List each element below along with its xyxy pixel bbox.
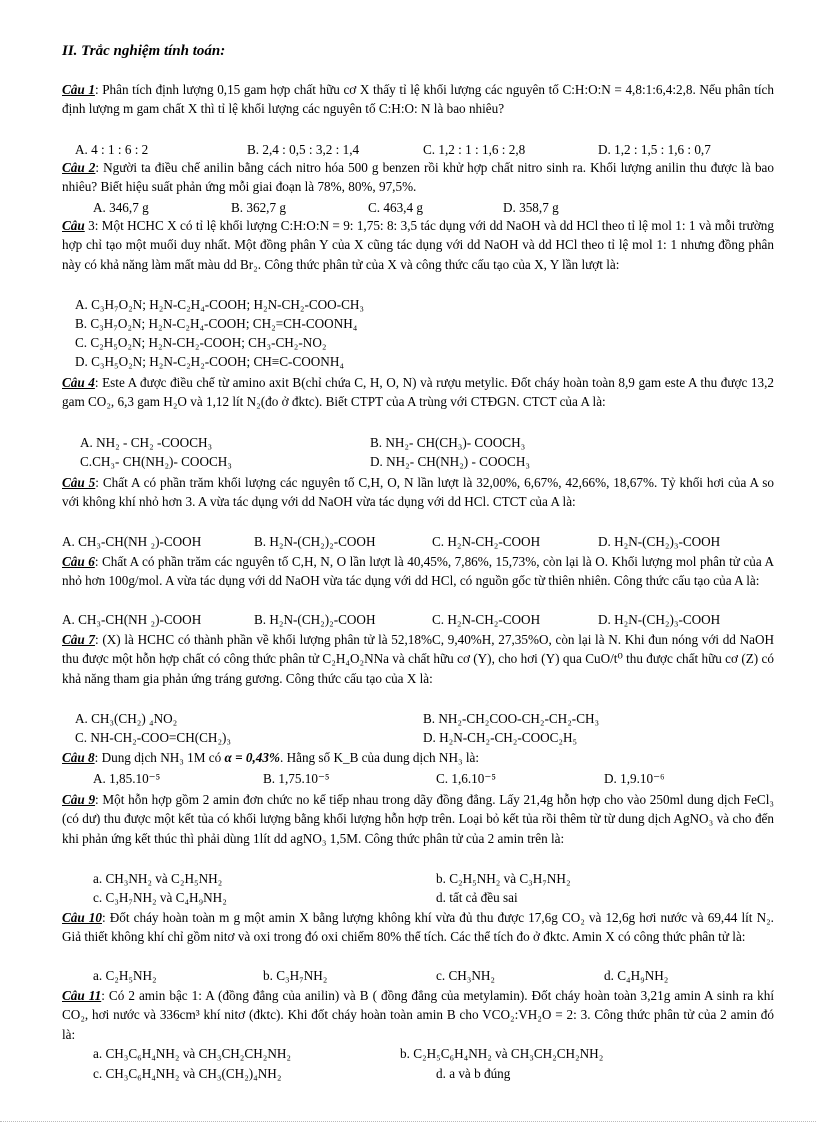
answer-option: A. 346,7 g xyxy=(93,200,149,215)
answer-option: A. CH₃-CH(NH ₂)-COOH xyxy=(62,612,202,627)
question-7 xyxy=(62,630,774,688)
question-3 xyxy=(62,216,774,274)
question-label: Câu 7 xyxy=(62,632,96,647)
answer-option: C. 463,4 g xyxy=(368,200,423,215)
answer-option: a. C₂H₅NH₂ xyxy=(93,968,157,983)
question-label: Câu 5 xyxy=(62,475,96,490)
answer-option: B. 2,4 : 0,5 : 3,2 : 1,4 xyxy=(247,142,360,157)
question-6 xyxy=(62,552,774,591)
answer-option: c. CH₃NH₂ xyxy=(436,968,496,983)
answer-option: c. CH₃C₆H₄NH₂ và CH₃(CH₂)₄NH₂ xyxy=(93,1066,282,1081)
answer-option: A. NH₂ - CH₂ -COOCH₃ xyxy=(80,435,213,450)
answer-option: a. CH₃C₆H₄NH₂ và CH₃CH₂CH₂NH₂ xyxy=(93,1046,291,1061)
question-label: Câu 2 xyxy=(62,160,96,175)
answer-option: b. C₃H₇NH₂ xyxy=(263,968,328,983)
answer-option: d. C₄H₉NH₂ xyxy=(604,968,669,983)
answer-option: C. 1,6.10⁻⁵ xyxy=(436,771,496,786)
answer-option: C. C₂H₅O₂N; H₂N-CH₂-COOH; CH₃-CH₂-NO₂ xyxy=(75,335,327,350)
page-bottom-divider xyxy=(0,1121,816,1122)
answer-option: B. NH₂-CH₂COO-CH₂-CH₂-CH₃ xyxy=(423,711,600,726)
answer-option: C. H₂N-CH₂-COOH xyxy=(432,534,541,549)
question-text: : Một hỗn hợp gồm 2 amin đơn chức no kế tiếp nhau trong dãy đồng đẳng. Lấy 21,4g hỗn hợp cho vào 250ml dung dịch FeCl₃ (có dư) thu được một kết tủa có khối lượng bằng khối lượng hỗn hợp trên. Loại bỏ kết tủa rồi thêm từ từ dung dịch AgNO₃ và cho đến khi phản ứng kết thúc thì phải dùng 1lít dd agNO₃ 1,5M. Công thức phân tử của 2 amin trên là: xyxy=(62,792,774,846)
question-text: : Chất A có phần trăm các nguyên tố C,H, N, O lần lượt là 40,45%, 7,86%, 15,73%, còn lại là O. Khối lượng mol phân tử của A nhỏ hơn 100g/mol. A vừa tác dụng với dd NaOH vừa tác dụng với dd HCl, có nguồn gốc từ thiên nhiên. Công thức cấu tạo của A là: xyxy=(62,554,774,589)
answer-option: A. C₃H₇O₂N; H₂N-C₂H₄-COOH; H₂N-CH₂-COO-CH₃ xyxy=(75,297,365,312)
answer-option: c. C₃H₇NH₂ và C₄H₉NH₂ xyxy=(93,890,227,905)
question-text-end: . Hằng số K_B của dung dịch NH₃ là: xyxy=(279,750,480,765)
question-4 xyxy=(62,373,774,412)
answer-option: B. 1,75.10⁻⁵ xyxy=(263,771,330,786)
question-label: Câu 8 xyxy=(62,750,95,765)
answer-option: C. NH-CH₂-COO=CH(CH₂)₃ xyxy=(75,730,232,745)
answer-option: d. a và b đúng xyxy=(436,1066,511,1081)
answer-option: a. CH₃NH₂ và C₂H₅NH₂ xyxy=(93,871,223,886)
question-text: : Đốt cháy hoàn toàn m g một amin X bằng lượng không khí vừa đủ thu được 17,6g CO₂ và 12,6g hơi nước và 69,44 lít N₂. Giả thiết không khí chỉ gồm nitơ và oxi trong đó oxi chiếm 80% thể tích. Các thể tích đo ở đktc. Amin X có công thức phân tử là: xyxy=(62,910,774,945)
question-5 xyxy=(62,473,774,512)
question-2 xyxy=(62,158,774,197)
answer-option: D. NH₂- CH(NH₂) - COOCH₃ xyxy=(370,454,530,469)
question-label: Câu xyxy=(62,218,85,233)
answer-option: D. H₂N-(CH₂)₃-COOH xyxy=(598,612,721,627)
alpha-value: α = 0,43% xyxy=(224,750,280,765)
question-label: Câu 4 xyxy=(62,375,95,390)
answer-option: b. C₂H₅C₆H₄NH₂ và CH₃CH₂CH₂NH₂ xyxy=(400,1046,604,1061)
answer-option: B. C₃H₇O₂N; H₂N-C₂H₄-COOH; CH₂=CH-COONH₄ xyxy=(75,316,358,331)
answer-option: D. 1,2 : 1,5 : 1,6 : 0,7 xyxy=(598,142,711,157)
question-text: : Este A được điều chế từ amino axit B(chỉ chứa C, H, O, N) và rượu metylic. Đốt cháy hoàn toàn 8,9 gam este A thu được 13,2 gam CO₂, 6,3 gam H₂O và 1,12 lít N₂(đo ở đktc). Biết CTPT của A trùng với CTĐGN. CTCT của A là: xyxy=(62,375,774,410)
question-9 xyxy=(62,790,774,848)
question-label: Câu 11 xyxy=(62,988,102,1003)
answer-option: C.CH₃- CH(NH₂)- COOCH₃ xyxy=(80,454,232,469)
answer-option: B. 362,7 g xyxy=(231,200,286,215)
answer-option: D. H₂N-(CH₂)₃-COOH xyxy=(598,534,721,549)
answer-option: A. 4 : 1 : 6 : 2 xyxy=(75,142,149,157)
question-text: : (X) là HCHC có thành phần về khối lượng phân tử là 52,18%C, 9,40%H, 27,35%O, còn lại là N. Khi đun nóng với dd NaOH thu được một hỗn hợp chất có công thức phân tử C₂H₄O₂NNa và chất hữu cơ (Y), cho hơi (Y) qua CuO/t⁰ thu được chất hữu cơ (Z) có khả năng tham gia phản ứng tráng gương. Công thức cấu tạo của X là: xyxy=(62,632,774,686)
answer-option: C. H₂N-CH₂-COOH xyxy=(432,612,541,627)
answer-option: D. C₃H₅O₂N; H₂N-C₂H₂-COOH; CH≡C-COONH₄ xyxy=(75,354,344,369)
question-label: Câu 9 xyxy=(62,792,96,807)
answer-option: b. C₂H₅NH₂ và C₃H₇NH₂ xyxy=(436,871,571,886)
answer-option: A. CH₃(CH₂) ₄NO₂ xyxy=(75,711,178,726)
answer-option: A. CH₃-CH(NH ₂)-COOH xyxy=(62,534,202,549)
answer-option: D. 1,9.10⁻⁶ xyxy=(604,771,665,786)
question-11 xyxy=(62,986,774,1044)
question-1 xyxy=(62,80,774,119)
question-text: : Phân tích định lượng 0,15 gam hợp chất hữu cơ X thấy tỉ lệ khối lượng các nguyên tố C:H:O:N = 4,8:1:6,4:2,8. Nếu phân tích định lượng m gam chất X thì tỉ lệ khối lượng các nguyên tố C:H:O: N là bao nhiêu? xyxy=(62,82,774,117)
question-label: Câu 10 xyxy=(62,910,102,925)
answer-option: D. 358,7 g xyxy=(503,200,559,215)
question-label: Câu 1 xyxy=(62,82,95,97)
question-10 xyxy=(62,908,774,947)
question-text: : Dung dịch NH₃ 1M có xyxy=(94,750,225,765)
answer-option: A. 1,85.10⁻⁵ xyxy=(93,771,161,786)
question-8 xyxy=(62,748,774,767)
section-heading: II. Trắc nghiệm tính toán: xyxy=(62,43,226,59)
answer-option: D. H₂N-CH₂-CH₂-COOC₂H₅ xyxy=(423,730,578,745)
answer-option: d. tất cả đều sai xyxy=(436,890,518,905)
question-text: : Có 2 amin bậc 1: A (đồng đẳng của anilin) và B ( đồng đẳng của metylamin). Đốt cháy hoàn toàn 3,21g amin A sinh ra khí CO₂, hơi nước và 336cm³ khí nitơ (đktc). Khi đốt cháy hoàn toàn amin B cho VCO₂:VH₂O = 2: 3. Công thức phân tử của 2 amin đó là: xyxy=(62,988,774,1042)
question-label: Câu 6 xyxy=(62,554,95,569)
answer-option: B. H₂N-(CH₂)₂-COOH xyxy=(254,612,376,627)
answer-option: B. NH₂- CH(CH₃)- COOCH₃ xyxy=(370,435,526,450)
answer-option: C. 1,2 : 1 : 1,6 : 2,8 xyxy=(423,142,526,157)
question-text: 3: Một HCHC X có tỉ lệ khối lượng C:H:O:N = 9: 1,75: 8: 3,5 tác dụng với dd NaOH và dd HCl theo tỉ lệ mol 1: 1 và mỗi trường hợp chỉ tạo một muối duy nhất. Một đồng phân Y của X cũng tác dụng với dd NaOH và dd HCl theo tỉ lệ mol 1: 1 nhưng đồng phân này có khả năng làm mất màu dd Br₂. Công thức phân tử của X và công thức cấu tạo của X, Y lần lượt là: xyxy=(62,218,774,272)
question-text: : Chất A có phần trăm khối lượng các nguyên tố C,H, O, N lần lượt là 32,00%, 6,67%, 42,66%, 18,67%. Tỷ khối hơi của A so với không khí nhỏ hơn 3. A vừa tác dụng với dd NaOH vừa tác dụng với dd HCl. CTCT của A là: xyxy=(62,475,774,510)
answer-option: B. H₂N-(CH₂)₂-COOH xyxy=(254,534,376,549)
question-text: : Người ta điều chế anilin bằng cách nitro hóa 500 g benzen rồi khử hợp chất nitro sinh ra. Khối lượng anilin thu được là bao nhiêu? Biết hiệu suất phản ứng mỗi giai đoạn là 78%, 80%, 97,5%. xyxy=(62,160,774,195)
